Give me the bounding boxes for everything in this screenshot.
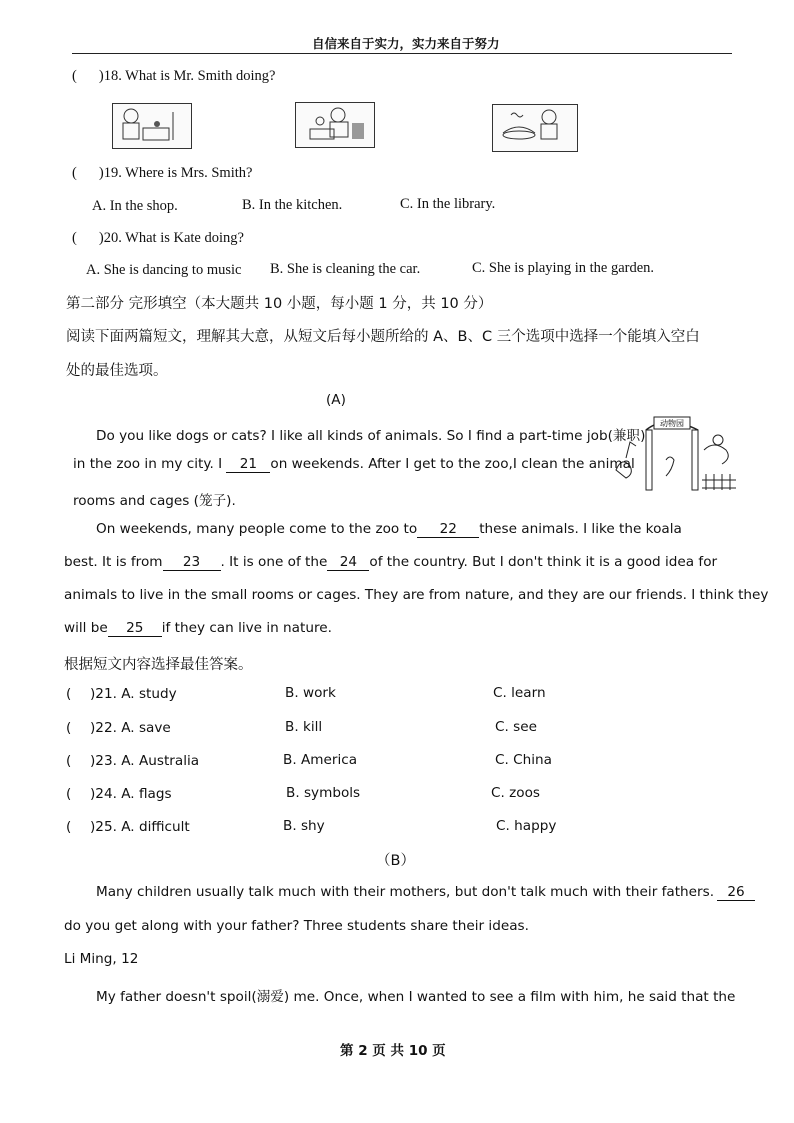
q20-row xyxy=(72,230,244,247)
passage-a-text: best. It is from xyxy=(64,554,163,570)
q21-option-b: B. work xyxy=(285,685,336,701)
blank-21[interactable]: 21 xyxy=(226,456,270,473)
passage-b-text: Many children usually talk much with their mothers, but don't talk much with their fathers. xyxy=(96,884,715,900)
answer-paren-close: ) xyxy=(98,68,104,84)
passage-a-line3: rooms and cages (笼子). xyxy=(73,493,236,509)
q25-option-c: C. happy xyxy=(496,818,557,834)
page-number: 第 2 页 共 10 页 xyxy=(340,1043,446,1059)
q18-picture-c xyxy=(492,104,578,152)
part2-title: 第二部分 完形填空（本大题共 10 小题，每小题 1 分，共 10 分） xyxy=(66,296,493,312)
q18-text: 18. What is Mr. Smith doing? xyxy=(103,68,276,84)
passage-b-line3: My father doesn't spoil(溺爱) me. Once, when I wanted to see a film with him, he said that the xyxy=(96,989,736,1005)
passage-a-text: on weekends. After I get to the zoo,I clean the animal xyxy=(270,456,635,472)
passage-a-text: . It is one of the xyxy=(220,554,328,570)
passage-b-line1 xyxy=(96,884,755,901)
q19-option-c: C. In the library. xyxy=(400,196,496,212)
passage-a-line1: Do you like dogs or cats? I like all kinds of animals. So I find a part-time job(兼职) xyxy=(96,428,646,444)
passage-a-label: (A) xyxy=(326,392,346,408)
q19-option-b: B. In the kitchen. xyxy=(242,197,343,213)
man-cooking-icon xyxy=(296,103,374,147)
q18-picture-a xyxy=(112,103,192,149)
answer-paren-close: ) xyxy=(98,230,104,246)
q22-option-c: C. see xyxy=(495,719,537,735)
q24-option-b: B. symbols xyxy=(286,785,361,801)
q18-picture-b xyxy=(295,102,375,148)
q23-paren[interactable]: ( xyxy=(66,753,72,769)
part2-instruction-line2: 处的最佳选项。 xyxy=(66,363,168,379)
passage-b-speaker: Li Ming, 12 xyxy=(64,951,139,967)
q21-paren[interactable]: ( xyxy=(66,686,72,702)
q25-paren[interactable]: ( xyxy=(66,819,72,835)
q22-paren[interactable]: ( xyxy=(66,720,72,736)
passage-a-text: On weekends, many people come to the zoo to xyxy=(96,521,418,537)
blank-26[interactable]: 26 xyxy=(717,884,755,901)
header-rule xyxy=(72,53,732,54)
q18-row xyxy=(72,68,275,85)
zoo-gate-icon xyxy=(606,410,740,496)
answer-paren-open: ( xyxy=(72,68,77,84)
blank-25[interactable]: 25 xyxy=(108,620,162,637)
q23-option-a: )23. A. Australia xyxy=(90,753,200,769)
answer-paren-open: ( xyxy=(72,230,77,246)
q21-option-c: C. learn xyxy=(493,685,546,701)
q21-option-a: )21. A. study xyxy=(90,686,177,702)
answer-paren-close: ) xyxy=(98,165,104,181)
q22-option-a: )22. A. save xyxy=(90,720,171,736)
q24-option-a: )24. A. flags xyxy=(90,786,172,802)
passage-a-text: if they can live in nature. xyxy=(161,620,332,636)
passage-b-line2: do you get along with your father? Three students share their ideas. xyxy=(64,918,529,934)
choose-instruction: 根据短文内容选择最佳答案。 xyxy=(64,657,253,673)
q20-option-a: A. She is dancing to music xyxy=(86,262,242,278)
q23-option-c: C. China xyxy=(495,752,552,768)
passage-a-line2 xyxy=(73,456,635,473)
q25-option-a: )25. A. difficult xyxy=(90,819,190,835)
passage-a-text: in the zoo in my city. I xyxy=(73,456,223,472)
q25-option-b: B. shy xyxy=(283,818,325,834)
q19-row xyxy=(72,165,252,182)
q22-option-b: B. kill xyxy=(285,719,323,735)
q24-option-c: C. zoos xyxy=(491,785,540,801)
passage-a-line4 xyxy=(96,521,682,538)
answer-paren-open: ( xyxy=(72,165,77,181)
q20-option-c: C. She is playing in the garden. xyxy=(472,260,655,276)
zoo-illustration xyxy=(606,410,740,496)
blank-22[interactable]: 22 xyxy=(417,521,479,538)
q19-text: 19. Where is Mrs. Smith? xyxy=(103,165,253,181)
header-motto: 自信来自于实力，实力来自于努力 xyxy=(312,36,500,51)
q20-option-b: B. She is cleaning the car. xyxy=(270,261,421,277)
part2-instruction-line1: 阅读下面两篇短文，理解其大意，从短文后每小题所给的 A、B、C 三个选项中选择一个能填入空白 xyxy=(66,329,700,345)
q23-option-b: B. America xyxy=(283,752,358,768)
man-at-desk-icon xyxy=(113,104,191,148)
passage-a-text: of the country. But I don't think it is a good idea for xyxy=(369,554,718,570)
zoo-sign-text: 动物园 xyxy=(660,419,684,428)
passage-a-text: will be xyxy=(64,620,108,636)
q20-text: 20. What is Kate doing? xyxy=(103,230,244,246)
blank-23[interactable]: 23 xyxy=(163,554,221,571)
passage-b-label: （B） xyxy=(376,853,415,869)
man-washing-dishes-icon xyxy=(493,105,577,151)
passage-a-line5 xyxy=(64,554,717,571)
passage-a-text: these animals. I like the koala xyxy=(479,521,682,537)
passage-a-line6: animals to live in the small rooms or cages. They are from nature, and they are our friends. I think they xyxy=(64,587,769,603)
passage-a-line7 xyxy=(64,620,332,637)
blank-24[interactable]: 24 xyxy=(327,554,369,571)
q24-paren[interactable]: ( xyxy=(66,786,72,802)
q19-option-a: A. In the shop. xyxy=(92,198,178,214)
